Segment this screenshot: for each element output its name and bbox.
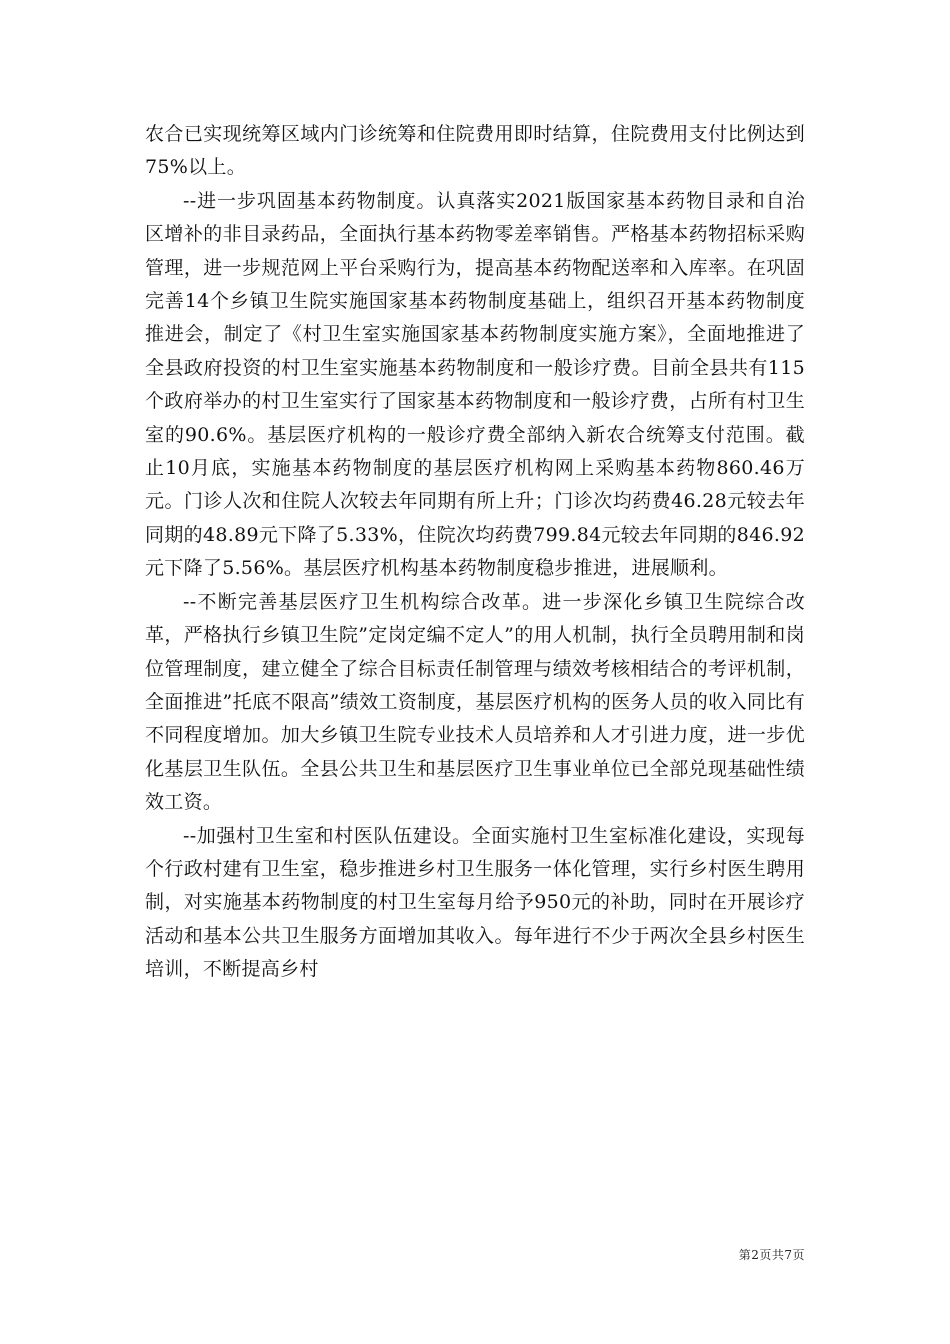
paragraph-2: --进一步巩固基本药物制度。认真落实2021版国家基本药物目录和自治区增补的非目录药品，全面执行基本药物零差率销售。严格基本药物招标采购管理，进一步规范网上平台采购行为，提高基本药物配送率和入库率。在巩固完善14个乡镇卫生院实施国家基本药物制度基础上，组织召开基本药物制度推进会，制定了《村卫生室实施国家基本药物制度实施方案》，全面地推进了全县政府投资的村卫生室实施基本药物制度和一般诊疗费。目前全县共有115个政府举办的村卫生室实行了国家基本药物制度和一般诊疗费，占所有村卫生室的90.6%。基层医疗机构的一般诊疗费全部纳入新农合统筹支付范围。截止10月底，实施基本药物制度的基层医疗机构网上采购基本药物860.46万元。门诊人次和住院人次较去年同期有所上升；门诊次均药费46.28元较去年同期的48.89元下降了5.33%，住院次均药费799.84元较去年同期的846.92元下降了5.56%。基层医疗机构基本药物制度稳步推进，进展顺利。 [145,189,805,580]
paragraph-4: --加强村卫生室和村医队伍建设。全面实施村卫生室标准化建设，实现每个行政村建有卫生室，稳步推进乡村卫生服务一体化管理，实行乡村医生聘用制，对实施基本药物制度的村卫生室每月给予950元的补助，同时在开展诊疗活动和基本公共卫生服务方面增加其收入。每年进行不少于两次全县乡村医生培训，不断提高乡村 [145,824,805,981]
paragraph-3: --不断完善基层医疗卫生机构综合改革。进一步深化乡镇卫生院综合改革，严格执行乡镇卫生院”定岗定编不定人”的用人机制，执行全员聘用制和岗位管理制度，建立健全了综合目标责任制管理与绩效考核相结合的考评机制，全面推进”托底不限高”绩效工资制度，基层医疗机构的医务人员的收入同比有不同程度增加。加大乡镇卫生院专业技术人员培养和人才引进力度，进一步优化基层卫生队伍。全县公共卫生和基层医疗卫生事业单位已全部兑现基础性绩效工资。 [145,590,805,814]
paragraph-1: 农合已实现统筹区域内门诊统筹和住院费用即时结算，住院费用支付比例达到75%以上。 [145,123,805,179]
page-number-footer: 第2页共7页 [738,1248,805,1262]
document-body [145,118,805,987]
